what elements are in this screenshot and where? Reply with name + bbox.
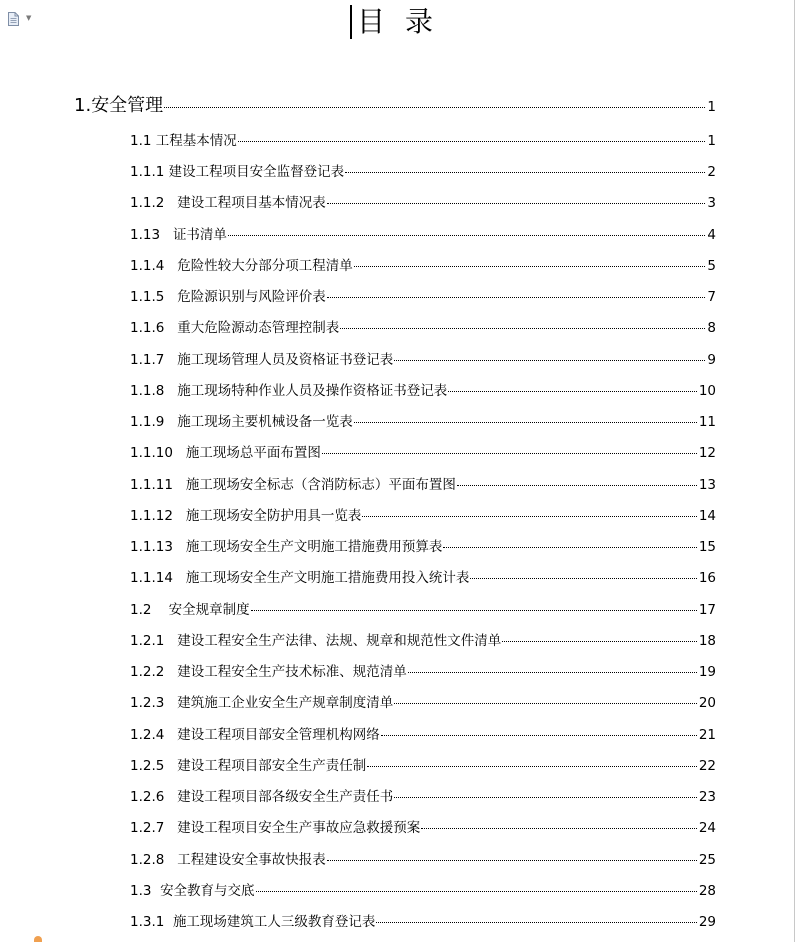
toc-entry[interactable] — [130, 691, 716, 713]
toc-leader-dots — [327, 203, 706, 204]
toc-entry[interactable] — [130, 410, 716, 432]
toc-entry[interactable] — [130, 910, 716, 932]
toc-entry-label: 建设工程项目基本情况表 — [177, 195, 326, 212]
footer-marker — [34, 936, 42, 942]
toc-entry-page: 10 — [698, 382, 716, 399]
toc-entry-page: 2 — [707, 164, 716, 180]
toc-entry-number: 1.3 — [130, 882, 161, 899]
toc-entry-page: 23 — [698, 789, 716, 805]
toc-entry-number: 1.1.4 — [130, 257, 178, 274]
toc-entry-label: 证书清单 — [172, 226, 227, 243]
toc-entry-label: 建筑施工企业安全生产规章制度清单 — [177, 695, 394, 712]
toc-entry-label: 施工现场安全生产文明施工措施费用投入统计表 — [185, 570, 470, 587]
toc-leader-dots — [470, 578, 696, 579]
toc-leader-dots — [367, 766, 697, 767]
toc-entry-number: 1.1.10 — [130, 445, 186, 462]
toc-entry-number: 1.1.2 — [130, 195, 178, 212]
toc-leader-dots — [457, 485, 697, 486]
toc-leader-dots — [327, 297, 706, 298]
toc-entry-label: 安全教育与交底 — [160, 882, 255, 899]
toc-entry-page: 20 — [698, 695, 716, 712]
toc-entry-page: 1 — [707, 133, 716, 149]
title-left: 目 — [357, 5, 386, 38]
toc-entry-number: 1.2.2 — [130, 664, 178, 680]
toc-leader-dots — [394, 797, 697, 798]
toc-entry[interactable] — [130, 223, 716, 245]
toc-entry-label: 工程建设安全事故快报表 — [177, 851, 326, 868]
toc-entry-number: 1.1.5 — [130, 289, 178, 305]
toc-entry-page: 16 — [698, 570, 716, 587]
toc-entry-label: 施工现场安全生产文明施工措施费用预算表 — [185, 539, 443, 555]
toc-entry-label: 建设工程项目安全监督登记表 — [168, 164, 345, 180]
toc-entry[interactable] — [130, 129, 716, 151]
text-cursor — [350, 5, 352, 39]
toc-entry-label: 建设工程项目部安全生产责任制 — [177, 757, 367, 774]
toc-entry-number: 1.2 — [130, 601, 169, 618]
toc-entry-page: 8 — [707, 320, 716, 337]
toc-entry-number: 1.1.11 — [130, 476, 186, 493]
toc-leader-dots — [327, 860, 697, 861]
toc-entry[interactable] — [130, 754, 716, 776]
toc-leader-dots — [381, 735, 697, 736]
toc-entry-number: 1.2.8 — [130, 851, 178, 868]
toc-entry-label: 安全管理 — [91, 95, 164, 116]
toc-entry-number: 1.2.3 — [130, 695, 178, 712]
toc-entry-number: 1.3.1 — [130, 914, 173, 930]
toc-entry-label: 工程基本情况 — [155, 133, 237, 149]
toc-entry-label: 施工现场安全标志（含消防标志）平面布置图 — [185, 476, 456, 493]
toc-entry-label: 重大危险源动态管理控制表 — [177, 320, 340, 337]
toc-entry-label: 危险源识别与风险评价表 — [177, 289, 326, 305]
toc-leader-dots — [362, 516, 696, 517]
toc-entry-page: 14 — [698, 507, 716, 524]
toc-entry-number: 1.1.14 — [130, 570, 186, 587]
toc-entry-number: 1.1.13 — [130, 539, 186, 555]
toc-entry-number: 1.1.1 — [130, 164, 169, 180]
toc-entry-page: 19 — [698, 664, 716, 680]
toc-entry-page: 1 — [707, 99, 716, 115]
toc-entry[interactable] — [130, 629, 716, 651]
toc-entry[interactable] — [130, 348, 716, 370]
toc-entry-page: 12 — [698, 445, 716, 462]
toc-entry-label: 施工现场建筑工人三级教育登记表 — [172, 914, 376, 930]
toc-entry[interactable] — [130, 723, 716, 745]
toc-entry-label: 施工现场特种作业人员及操作资格证书登记表 — [177, 382, 448, 399]
caret-down-icon[interactable]: ▼ — [26, 14, 32, 22]
toc-entry-label: 建设工程项目部各级安全生产责任书 — [177, 789, 394, 805]
toc-entry-page: 15 — [698, 539, 716, 555]
toc-entry-page: 3 — [707, 195, 716, 212]
toc-leader-dots — [394, 360, 705, 361]
toc-entry-number: 1.13 — [130, 226, 173, 243]
toc-entry-label: 建设工程项目安全生产事故应急救援预案 — [177, 820, 421, 837]
document-icon[interactable] — [8, 12, 19, 26]
toc-entry-page: 9 — [707, 351, 716, 368]
toc-leader-dots — [164, 107, 705, 108]
toc-entry-number: 1.2.7 — [130, 820, 178, 837]
toc-entry[interactable] — [130, 379, 716, 401]
toc-leader-dots — [443, 547, 696, 548]
toc-entry-number: 1. — [74, 95, 92, 116]
toc-leader-dots — [448, 391, 697, 392]
toc-leader-dots — [228, 235, 705, 236]
toc-entry[interactable] — [130, 285, 716, 307]
toc-entry-label: 施工现场管理人员及资格证书登记表 — [177, 351, 394, 368]
toc-leader-dots — [394, 703, 697, 704]
toc-entry[interactable] — [130, 160, 716, 182]
toc-entry-number: 1.2.4 — [130, 726, 178, 743]
toc-entry-number: 1.1 — [130, 133, 156, 149]
toc-leader-dots — [502, 641, 697, 642]
toc-entry-number: 1.1.6 — [130, 320, 178, 337]
toc-entry-page: 28 — [698, 882, 716, 899]
toc-leader-dots — [322, 453, 697, 454]
toc-entry-page: 17 — [698, 601, 716, 618]
toc-entry-page: 4 — [707, 226, 716, 243]
toc-entry[interactable] — [130, 254, 716, 276]
toc-entry-page: 7 — [707, 289, 716, 305]
toc-entry-label: 建设工程项目部安全管理机构网络 — [177, 726, 380, 743]
toc-entry-page: 29 — [698, 914, 716, 930]
toc-entry[interactable] — [130, 535, 716, 557]
toc-leader-dots — [238, 141, 706, 142]
toc-entry-number: 1.1.8 — [130, 382, 178, 399]
toc-leader-dots — [408, 672, 697, 673]
toc-entry-number: 1.2.5 — [130, 757, 178, 774]
toc-leader-dots — [251, 610, 697, 611]
toc-leader-dots — [376, 922, 696, 923]
toc-entry-page: 21 — [698, 726, 716, 743]
toc-entry[interactable] — [130, 316, 716, 338]
toc-leader-dots — [354, 422, 697, 423]
toc-leader-dots — [340, 328, 705, 329]
toc-entry[interactable] — [130, 473, 716, 495]
toc-entry[interactable] — [130, 191, 716, 213]
toc-entry[interactable] — [130, 504, 716, 526]
title-right: 录 — [405, 5, 434, 38]
toc-entry-page: 5 — [707, 257, 716, 274]
toc-entry-label: 建设工程安全生产法律、法规、规章和规范性文件清单 — [177, 632, 502, 649]
toc-entry-label: 建设工程安全生产技术标准、规范清单 — [177, 664, 407, 680]
toc-entry-label: 施工现场总平面布置图 — [185, 445, 321, 462]
toc-leader-dots — [421, 828, 697, 829]
toc-entry-page: 11 — [698, 414, 716, 430]
toc-leader-dots — [345, 172, 705, 173]
toc-entry-label: 施工现场主要机械设备一览表 — [177, 414, 353, 430]
toc-entry[interactable] — [130, 660, 716, 682]
toc-entry-number: 1.2.1 — [130, 632, 178, 649]
toc-entry[interactable] — [130, 848, 716, 870]
toc-entry-label: 施工现场安全防护用具一览表 — [185, 507, 362, 524]
toc-entry-number: 1.2.6 — [130, 789, 178, 805]
toc-entry-number: 1.1.9 — [130, 414, 178, 430]
toc-entry[interactable] — [130, 566, 716, 588]
toc-entry[interactable] — [130, 598, 716, 620]
toc-entry-page: 13 — [698, 476, 716, 493]
toc-entry-page: 24 — [698, 820, 716, 837]
toc-entry-page: 22 — [698, 757, 716, 774]
toc-entry[interactable] — [130, 816, 716, 838]
toc-entry-label: 安全规章制度 — [168, 601, 250, 618]
toc-entry[interactable] — [130, 441, 716, 463]
toc-leader-dots — [256, 891, 697, 892]
toc-entry-label: 危险性较大分部分项工程清单 — [177, 257, 353, 274]
toc-leader-dots — [354, 266, 706, 267]
toc-entry-number: 1.1.7 — [130, 351, 178, 368]
toc-entry-number: 1.1.12 — [130, 507, 186, 524]
toc-entry-page: 18 — [698, 632, 716, 649]
toc-entry-page: 25 — [698, 851, 716, 868]
toc-entry[interactable] — [130, 879, 716, 901]
toc-entry[interactable] — [130, 785, 716, 807]
page-title — [357, 0, 433, 40]
toc-entry[interactable] — [74, 91, 716, 117]
